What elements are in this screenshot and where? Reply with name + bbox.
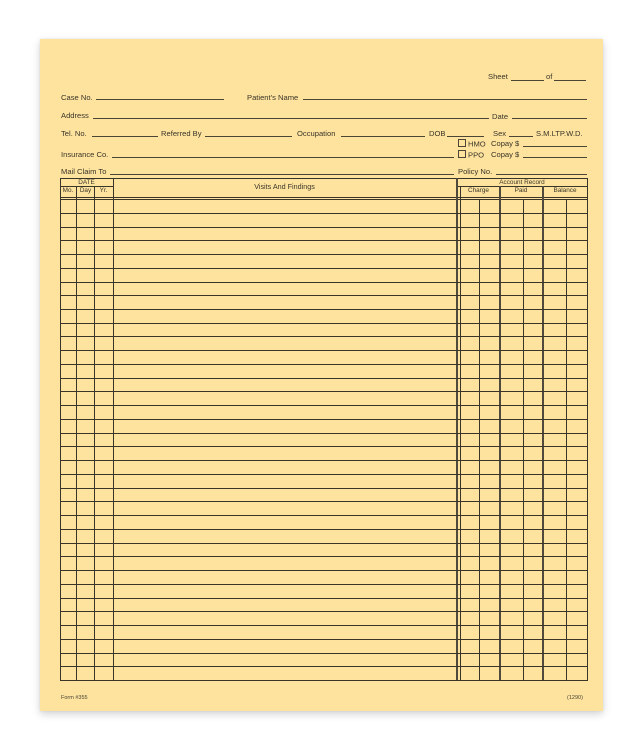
- header-bottom-line: [60, 197, 587, 198]
- tel-no-field[interactable]: [92, 136, 158, 137]
- sheet-total-field[interactable]: [554, 80, 586, 81]
- sex-label: Sex: [493, 129, 507, 138]
- ppo-label: PPO: [468, 150, 485, 160]
- hmo-option[interactable]: [458, 139, 486, 149]
- year-column-header: Yr.: [99, 187, 108, 194]
- table-row[interactable]: [60, 488, 587, 502]
- table-row[interactable]: [60, 227, 587, 241]
- referred-by-label: Referred By: [161, 129, 202, 138]
- table-row[interactable]: [60, 584, 587, 598]
- table-row[interactable]: [60, 666, 587, 680]
- table-row[interactable]: [60, 474, 587, 488]
- patient-name-field[interactable]: [303, 99, 587, 100]
- sex-field[interactable]: [509, 136, 533, 137]
- ppo-copay-field[interactable]: [523, 157, 587, 158]
- table-row[interactable]: [60, 391, 587, 405]
- mail-claim-to-field[interactable]: [110, 174, 454, 175]
- table-row[interactable]: [60, 213, 587, 227]
- table-row[interactable]: [60, 639, 587, 653]
- ppo-option[interactable]: [458, 150, 484, 160]
- address-label: Address: [61, 111, 89, 120]
- ppo-copay-label: Copay $: [491, 150, 520, 159]
- mail-claim-to-label: Mail Claim To: [61, 167, 107, 176]
- occupation-label: Occupation: [297, 129, 336, 138]
- patient-name-label: Patient's Name: [247, 93, 299, 102]
- table-row[interactable]: [60, 309, 587, 323]
- marital-status-codes: S.M.LTP.W.D.: [536, 129, 583, 138]
- table-row[interactable]: [60, 529, 587, 543]
- table-row[interactable]: [60, 295, 587, 309]
- table-row[interactable]: [60, 598, 587, 612]
- table-row[interactable]: [60, 611, 587, 625]
- account-subheader-line: [457, 186, 587, 187]
- form-revision: (1290): [567, 695, 583, 701]
- case-no-field[interactable]: [96, 99, 224, 100]
- account-record-header: Account Record: [499, 179, 545, 186]
- table-row[interactable]: [60, 515, 587, 529]
- balance-column-header: Balance: [553, 187, 577, 194]
- month-column-header: Mo.: [62, 187, 74, 194]
- occupation-field[interactable]: [341, 136, 425, 137]
- table-row[interactable]: [60, 405, 587, 419]
- table-top-border: [60, 178, 587, 179]
- table-row[interactable]: [60, 501, 587, 515]
- table-row[interactable]: [60, 653, 587, 667]
- table-row[interactable]: [60, 323, 587, 337]
- dob-label: DOB: [429, 129, 446, 138]
- hmo-copay-field[interactable]: [523, 146, 587, 147]
- insurance-co-label: Insurance Co.: [61, 150, 109, 159]
- visits-table: [60, 178, 587, 680]
- table-row[interactable]: [60, 543, 587, 557]
- table-row[interactable]: [60, 570, 587, 584]
- sheet-label: Sheet: [488, 72, 508, 81]
- patient-record-form: [40, 39, 603, 711]
- referred-by-field[interactable]: [205, 136, 292, 137]
- tel-no-label: Tel. No.: [61, 129, 87, 138]
- sheet-number-field[interactable]: [511, 80, 544, 81]
- hmo-copay-label: Copay $: [491, 139, 520, 148]
- dob-field[interactable]: [447, 136, 484, 137]
- table-row[interactable]: [60, 446, 587, 460]
- table-row[interactable]: [60, 556, 587, 570]
- table-row[interactable]: [60, 419, 587, 433]
- table-row[interactable]: [60, 336, 587, 350]
- table-row[interactable]: [60, 364, 587, 378]
- table-row[interactable]: [60, 199, 587, 213]
- date-label: Date: [492, 112, 509, 121]
- form-number: Form #355: [61, 695, 88, 701]
- hmo-checkbox[interactable]: [458, 139, 466, 147]
- hmo-label: HMO: [468, 139, 486, 149]
- day-column-header: Day: [79, 187, 92, 194]
- table-row[interactable]: [60, 625, 587, 639]
- visits-findings-header: Visits And Findings: [254, 182, 315, 191]
- policy-no-label: Policy No.: [458, 167, 493, 176]
- table-bottom-border: [60, 680, 588, 681]
- table-row[interactable]: [60, 240, 587, 254]
- table-row[interactable]: [60, 350, 587, 364]
- address-field[interactable]: [93, 118, 489, 119]
- table-row[interactable]: [60, 268, 587, 282]
- charge-column-header: Charge: [468, 187, 489, 194]
- of-label: of: [546, 72, 553, 81]
- table-right-border: [587, 178, 588, 680]
- ppo-checkbox[interactable]: [458, 150, 466, 158]
- date-subheader-line: [60, 186, 113, 187]
- policy-no-field[interactable]: [496, 174, 587, 175]
- table-row[interactable]: [60, 282, 587, 296]
- table-row[interactable]: [60, 254, 587, 268]
- date-group-header: DATE: [78, 179, 95, 186]
- date-field[interactable]: [512, 118, 587, 119]
- table-row[interactable]: [60, 460, 587, 474]
- paid-column-header: Paid: [514, 187, 528, 194]
- table-row[interactable]: [60, 433, 587, 447]
- case-no-label: Case No.: [61, 93, 93, 102]
- insurance-co-field[interactable]: [112, 157, 454, 158]
- table-row[interactable]: [60, 378, 587, 392]
